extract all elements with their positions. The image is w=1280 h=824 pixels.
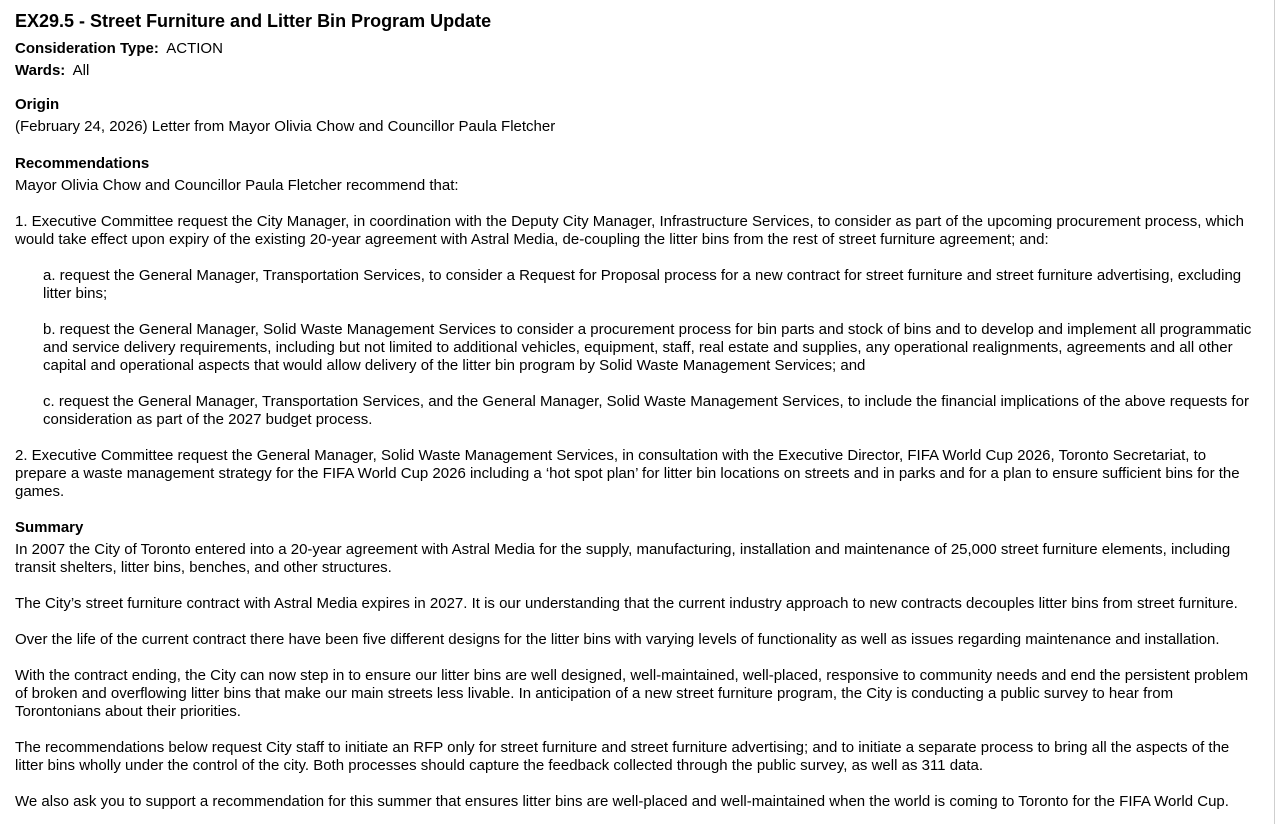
item-title: EX29.5 - Street Furniture and Litter Bin Program Update [15,11,492,31]
page-right-border [1274,0,1275,824]
consideration-type-value: ACTION [166,40,223,57]
recommendation-2: 2. Executive Committee request the General Manager, Solid Waste Management Services, in consultation with the Executive Director, FIFA World Cup 2026, Toronto Secretariat, to prepare a waste management strategy for the FIFA World Cup 2026 including a ‘hot spot plan’ for litter bin locations on streets and in parks and for a plan to ensure sufficient bins for the games. [15,447,1240,500]
recommendation-1: 1. Executive Committee request the City Manager, in coordination with the Deputy City Manager, Infrastructure Services, to consider as part of the upcoming procurement process, which would take effect upon expiry of the existing 20-year agreement with Astral Media, de-coupling the litter bins from the rest of street furniture agreement; and: [15,213,1244,248]
recommendation-1b: b. request the General Manager, Solid Waste Management Services to consider a procurement process for bin parts and stock of bins and to develop and implement all programmatic and service delivery requirements, including but not limited to additional vehicles, equipment, staff, real estate and supplies, any operational realignments, agreements and all other capital and operational aspects that would allow delivery of the litter bin program by Solid Waste Management Services; and [43,321,1252,374]
summary-paragraph-3: Over the life of the current contract there have been five different designs for the litter bins with varying levels of functionality as well as issues regarding maintenance and installation. [15,631,1220,648]
wards-row [15,60,1255,82]
summary-heading: Summary [15,519,84,536]
agenda-item [15,10,1255,811]
summary-paragraph-1: In 2007 the City of Toronto entered into a 20-year agreement with Astral Media for the supply, manufacturing, installation and maintenance of 25,000 street furniture elements, including transit shelters, litter bins, benches, and other structures. [15,541,1231,576]
summary-paragraph-5: The recommendations below request City staff to initiate an RFP only for street furniture and street furniture advertising; and to initiate a separate process to bring all the aspects of the litter bins wholly under the control of the city. Both processes should capture the feedback collected through the public survey, as well as 311 data. [15,739,1230,774]
consideration-type-label: Consideration Type: [15,40,159,57]
recommendation-1c: c. request the General Manager, Transportation Services, and the General Manager, Solid Waste Management Services, to include the financial implications of the above requests for consideration as part of the 2027 budget process. [43,393,1249,428]
recommendations-heading: Recommendations [15,155,150,172]
summary-paragraph-6: We also ask you to support a recommendation for this summer that ensures litter bins are well-placed and well-maintained when the world is coming to Toronto for the FIFA World Cup. [15,793,1229,810]
summary-paragraph-4: With the contract ending, the City can now step in to ensure our litter bins are well designed, well-maintained, well-placed, responsive to community needs and end the persistent problem of broken and overflowing litter bins that make our main streets less livable. In anticipation of a new street furniture program, the City is conducting a public survey to hear from Torontonians about their priorities. [15,667,1249,720]
wards-label: Wards: [15,62,66,79]
summary-paragraph-2: The City’s street furniture contract with Astral Media expires in 2027. It is our understanding that the current industry approach to new contracts decouples litter bins from street furniture. [15,595,1238,612]
recommendations-intro: Mayor Olivia Chow and Councillor Paula Fletcher recommend that: [15,177,459,194]
recommendation-1a: a. request the General Manager, Transportation Services, to consider a Request for Proposal process for a new contract for street furniture and street furniture advertising, excluding litter bins; [43,267,1242,302]
wards-value: All [72,62,90,79]
origin-text: (February 24, 2026) Letter from Mayor Olivia Chow and Councillor Paula Fletcher [15,118,556,135]
consideration-type-row [15,38,1255,60]
origin-heading: Origin [15,96,60,113]
